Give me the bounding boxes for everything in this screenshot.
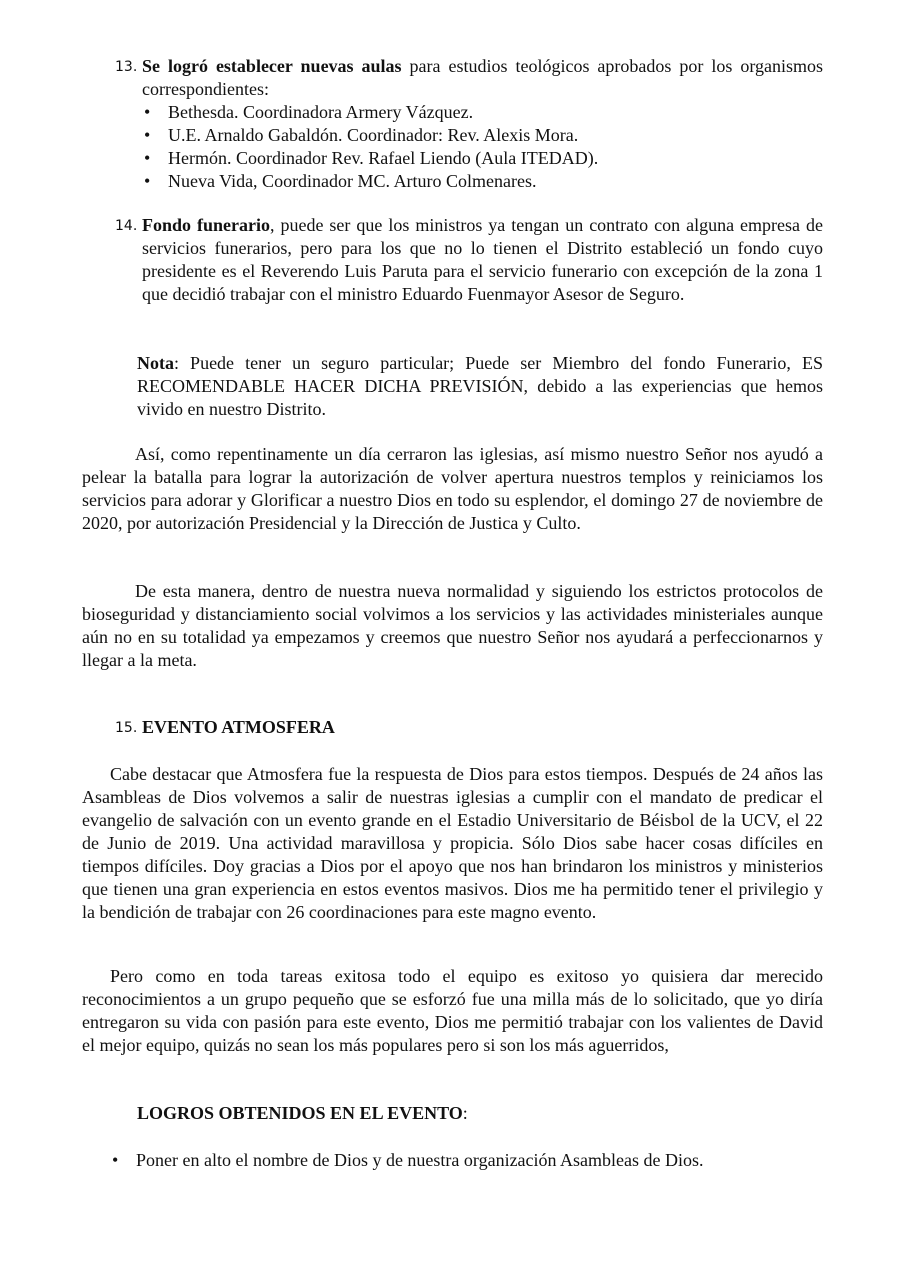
item-14-bold: Fondo funerario: [142, 215, 270, 235]
item-14-number: 14.: [115, 218, 138, 234]
item-13-text: [142, 55, 823, 101]
item-15-number: 15.: [115, 720, 138, 736]
list-item: • U.E. Arnaldo Gabaldón. Coordinador: Rev. Alexis Mora.: [142, 124, 823, 147]
item-14-body: , puede ser que los ministros ya tengan un contrato con alguna empresa de servicios funerarios, pero para los que no lo tienen el Distrito estableció un fondo cuyo presidente es el Reverendo Luis Paruta para el servicio funerario con excepción de la zona 1 que decidió trabajar con el ministro Eduardo Fuenmayor Asesor de Seguro.: [142, 215, 823, 304]
item-13-number: 13.: [115, 59, 138, 75]
item-15-title: EVENTO ATMOSFERA: [142, 717, 335, 737]
logros-heading: [137, 1102, 468, 1125]
logros-list: [110, 1149, 823, 1172]
list-item: • Nueva Vida, Coordinador MC. Arturo Colmenares.: [142, 170, 823, 193]
item-13-body: para estudios teológicos aprobados por los organismos correspondientes:: [142, 56, 824, 99]
paragraph-reopening: Así, como repentinamente un día cerraron las iglesias, así mismo nuestro Señor nos ayudó a pelear la batalla para lograr la autorización de volver apertura nuestros templos y reiniciamos los servicios para adorar y Glorificar a nuestro Dios en todo su esplendor, el domingo 27 de noviembre de 2020, por autorización Presidencial y la Dirección de Justica y Culto.: [82, 444, 823, 533]
paragraph-atmosfera: Cabe destacar que Atmosfera fue la respuesta de Dios para estos tiempos. Después de 24 años las Asambleas de Dios volvemos a salir de nuestras iglesias a cumplir con el mandato de predicar el evangelio de salvación con un evento grande en el Estadio Universitario de Béisbol de la UCV, el 22 de Junio de 2019. Una actividad maravillosa y propicia. Sólo Dios sabe hacer cosas difíciles en tiempos difíciles. Doy gracias a Dios por el apoyo que nos han brindaron los ministros y ministerios que tienen una gran experiencia en estos eventos masivos. Dios me ha permitido tener el privilegio y la bendición de trabajar con 26 coordinaciones para este magno evento.: [82, 764, 823, 922]
item-13-bold: Se logró establecer nuevas aulas: [142, 56, 402, 76]
list-item: • Hermón. Coordinador Rev. Rafael Liendo (Aula ITEDAD).: [142, 147, 823, 170]
list-item: • Poner en alto el nombre de Dios y de nuestra organización Asambleas de Dios.: [110, 1149, 823, 1172]
nota-label: Nota: [137, 353, 174, 373]
item-14-text: [142, 214, 823, 306]
logros-heading-colon: :: [462, 1103, 468, 1123]
paragraph-new-normality: De esta manera, dentro de nuestra nueva normalidad y siguiendo los estrictos protocolos de bioseguridad y distanciamiento social volvimos a los servicios y las actividades ministeriales aunque aún no en su totalidad ya empezamos y creemos que nuestro Señor nos ayudará a perfeccionarnos y llegar a la meta.: [82, 581, 823, 670]
list-item: • Bethesda. Coordinadora Armery Vázquez.: [142, 101, 823, 124]
paragraph-team: Pero como en toda tareas exitosa todo el equipo es exitoso yo quisiera dar merecido reconocimientos a un grupo pequeño que se esforzó fue una milla más de lo solicitado, que yo diría entregaron su vida con pasión para este evento, Dios me permitió trabajar con los valientes de David el mejor equipo, quizás no sean los más populares pero si son los más aguerridos,: [82, 966, 823, 1055]
nota-paragraph: [137, 352, 823, 421]
nota-body: : Puede tener un seguro particular; Puede ser Miembro del fondo Funerario, ES RECOMENDABLE HACER DICHA PREVISIÓN, debido a las experiencias que hemos vivido en nuestro Distrito.: [137, 353, 823, 419]
item-13-list: [142, 101, 823, 193]
logros-heading-text: LOGROS OBTENIDOS EN EL EVENTO: [137, 1103, 463, 1123]
